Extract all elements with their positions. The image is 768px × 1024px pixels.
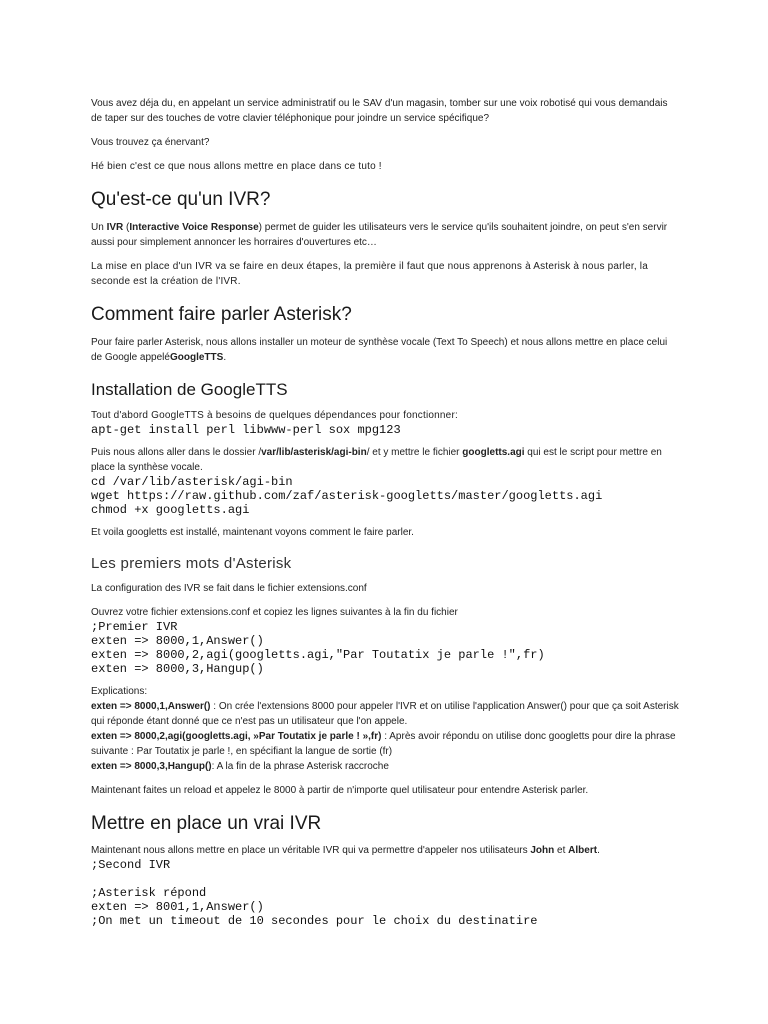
text-run: . (597, 845, 600, 856)
install-deps-text: Tout d'abord GoogleTTS à besoins de quelques dépendances pour fonctionner: (91, 410, 458, 421)
heading-what-is-ivr: Qu'est-ce qu'un IVR? (91, 189, 271, 210)
explanation-answer (91, 699, 681, 729)
bold-ivr-full: Interactive Voice Response (129, 222, 259, 233)
bold-john: John (530, 845, 555, 856)
document-page (91, 96, 681, 928)
explanations-title: Explications: (91, 686, 148, 697)
reload-text: Maintenant faites un reload et appelez le 8000 à partir de n'importe quel utilisateur pour entendre Asterisk parler. (91, 785, 589, 796)
text-run: : On crée l'extensions 8000 pour appeler l'IVR et on utilise l'application Answer() pour que ça soit Asterisk qui réponde étant donné que ce n'est pas un utilisateur que l'on appele. (91, 701, 679, 727)
speak-intro (91, 335, 681, 365)
text-run: / et y mettre le fichier (366, 447, 463, 458)
bold-code: exten => 8000,1,Answer() (91, 701, 211, 712)
explanation-agi (91, 729, 681, 759)
text-run: . (223, 352, 227, 363)
intro-announcement: Hé bien c'est ce que nous allons mettre en place dans ce tuto ! (91, 161, 382, 172)
explanation-hangup (91, 759, 681, 774)
install-folder-text (91, 445, 681, 475)
ivr-definition (91, 220, 681, 250)
install-done-text: Et voila googletts est installé, maintenant voyons comment le faire parler. (91, 527, 414, 538)
heading-first-words: Les premiers mots d'Asterisk (91, 555, 292, 572)
text-run: ( (123, 222, 130, 233)
bold-path: var/lib/asterisk/agi-bin (261, 447, 367, 458)
bold-filename: googletts.agi (462, 447, 525, 458)
config-text: La configuration des IVR se fait dans le fichier extensions.conf (91, 583, 367, 594)
heading-real-ivr: Mettre en place un vrai IVR (91, 813, 322, 834)
text-run: Puis nous allons aller dans le dossier / (91, 447, 262, 458)
open-file-text: Ouvrez votre fichier extensions.conf et copiez les lignes suivantes à la fin du fichier (91, 607, 458, 618)
intro-question: Vous trouvez ça énervant? (91, 137, 210, 148)
code-second-ivr: ;Asterisk répond exten => 8001,1,Answer() ;On met un timeout de 10 secondes pour le choix du destinatire (91, 886, 538, 928)
text-run: ) permet de guider les utilisateurs vers le service qu'ils souhaitent joindre, on peut s'en servir aussi pour simplement annoncer les horraires d'ouvertures etc… (91, 222, 668, 248)
code-apt-get: apt-get install perl libwww-perl sox mpg123 (91, 423, 401, 437)
bold-code: exten => 8000,3,Hangup() (91, 761, 212, 772)
real-ivr-intro (91, 843, 681, 858)
text-run: Maintenant nous allons mettre en place un véritable IVR qui va permettre d'appeler nos utilisateurs (91, 845, 531, 856)
bold-googletts: GoogleTTS (169, 352, 224, 363)
bold-albert: Albert (568, 845, 598, 856)
text-run: qui est le script pour mettre en place la synthèse vocale. (91, 447, 662, 473)
code-second-ivr-comment: ;Second IVR (91, 858, 171, 872)
heading-make-asterisk-speak: Comment faire parler Asterisk? (91, 304, 352, 325)
bold-ivr: IVR (106, 222, 124, 233)
heading-install-googletts: Installation de GoogleTTS (91, 380, 288, 399)
intro-paragraph: Vous avez déja du, en appelant un service administratif ou le SAV d'un magasin, tomber sur une voix robotisé qui vous demandais de taper sur des touches de votre clavier téléphonique pour joindre un service spécifique? (91, 98, 668, 124)
bold-code: exten => 8000,2,agi(googletts.agi, »Par Toutatix je parle ! »,fr) (91, 731, 382, 742)
code-install-commands: cd /var/lib/asterisk/agi-bin wget https://raw.github.com/zaf/asterisk-googletts/master/googletts.agi chmod +x googletts.agi (91, 475, 603, 517)
text-run: Pour faire parler Asterisk, nous allons installer un moteur de synthèse vocale (Text To Speech) et nous allons mettre en place celui de Google appelé (91, 337, 668, 363)
ivr-steps: La mise en place d'un IVR va se faire en deux étapes, la première il faut que nous apprenons à Asterisk à nous parler, la seconde est la création de l'IVR. (91, 261, 648, 287)
code-first-ivr: ;Premier IVR exten => 8000,1,Answer() exten => 8000,2,agi(googletts.agi,"Par Toutatix je parle !",fr) exten => 8000,3,Hangup() (91, 620, 545, 676)
text-run: Un (91, 222, 107, 233)
text-run: et (554, 845, 569, 856)
text-run: : Après avoir répondu on utilise donc googletts pour dire la phrase suivante : Par Toutatix je parle !, en spécifiant la langue de sortie (fr) (91, 731, 676, 757)
text-run: : A la fin de la phrase Asterisk raccroche (211, 761, 389, 772)
